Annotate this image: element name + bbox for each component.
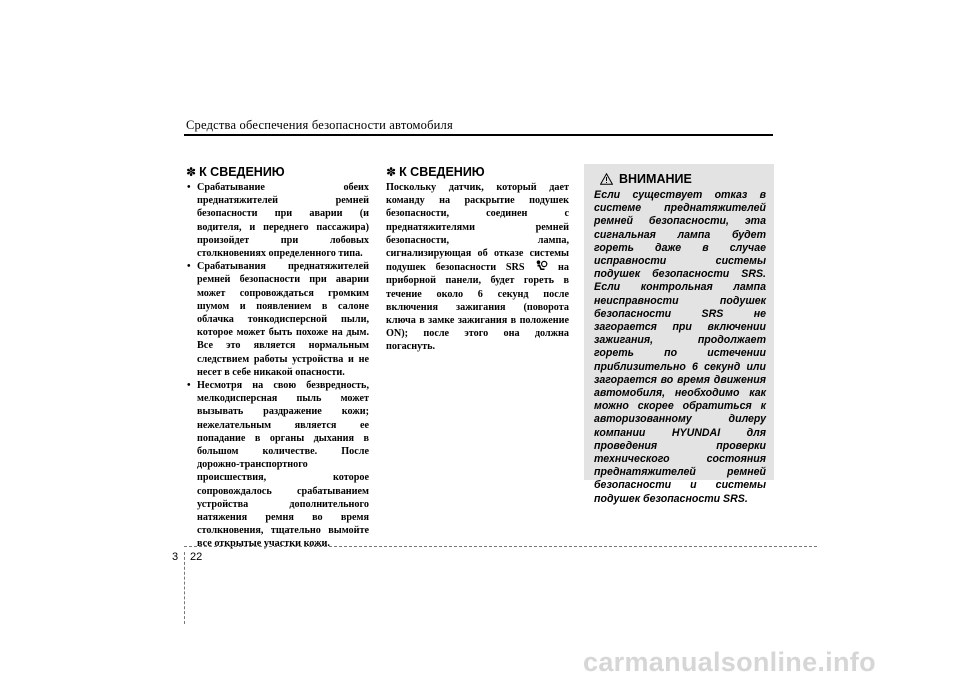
list-item xyxy=(186,379,369,551)
note-text-part-2: на приборной панели, будет гореть в течение около 6 секунд после включения зажигания (поворота ключа в замке зажигания в положение ON); после этого она должна погаснуть. xyxy=(386,262,570,353)
watermark: carmanualsonline.info xyxy=(583,647,876,677)
bullet-text: Несмотря на свою безвредность, мелкодисперсная пыль может вызывать раздражение кожи; нежелательным является ее попадание в органы дыхания в большом количестве. После дорожно-транспортного происшествия, которое сопровождалось срабатыванием устройства дополнительного натяжения ремня во время столкновения, тщательно вымойте все открытые участки кожи. xyxy=(197,380,369,550)
section-number: 3 xyxy=(172,551,179,563)
bullet-icon: • xyxy=(187,182,191,193)
bullet-text: Срабатывания преднатяжителей ремней безопасности при аварии может сопровождаться громким шумом и появлением в салоне облачка тонкодисперсной пыли, которое может быть похоже на дым. Все это является нормальным следствием работы устройства и не несет в себе никакой опасности. xyxy=(197,261,369,378)
warning-heading-label: ВНИМАНИЕ xyxy=(619,172,692,186)
footer-divider xyxy=(184,546,817,547)
note-column-1 xyxy=(186,164,369,551)
asterisk-star-icon: ✽ xyxy=(386,165,397,179)
warning-box xyxy=(584,164,774,505)
list-item xyxy=(186,181,369,260)
footer-vertical-divider xyxy=(184,552,185,624)
srs-airbag-icon xyxy=(534,260,548,272)
note-heading-1 xyxy=(186,164,369,180)
bullet-icon: • xyxy=(187,261,191,273)
note-bullet-list xyxy=(186,181,369,551)
header-divider xyxy=(184,134,773,136)
warning-triangle-icon xyxy=(600,173,613,185)
page-number: 22 xyxy=(190,551,203,563)
bullet-icon: • xyxy=(187,380,191,392)
note-heading-2 xyxy=(386,164,569,180)
note-text-part-1: Поскольку датчик, который дает команду на раскрытие подушек безопасности, соединен с преднатяжителями ремней безопасности, лампа, сигнализирующая об отказе системы подушек безопасности SRS xyxy=(386,182,569,274)
note-column-2 xyxy=(386,164,569,354)
asterisk-star-icon: ✽ xyxy=(186,165,197,179)
note-heading-label: К СВЕДЕНИЮ xyxy=(199,165,285,179)
page-header-title: Средства обеспечения безопасности автомобиля xyxy=(186,118,453,132)
bullet-text: Срабатывание обеих преднатяжителей ремней безопасности при аварии (и водителя, и переднего пассажира) произойдет при лобовых столкновениях определенного типа. xyxy=(197,182,369,260)
note-paragraph xyxy=(386,181,569,354)
warning-heading xyxy=(600,172,692,186)
list-item xyxy=(186,260,369,379)
warning-text: Если существует отказ в системе преднатяжителей ремней безопасности, эта сигнальная лампа будет гореть даже в случае исправности системы подушек безопасности SRS. Если контрольная лампа неисправности подушек безопасности SRS не загорается при включении зажигания, продолжает гореть по истечении приблизительно 6 секунд или загорается во время движения автомобиля, необходимо как можно скорее обратиться к авторизованному дилеру компании HYUNDAI для проведения проверки технического состояния преднатяжителей ремней безопасности и системы подушек безопасности SRS. xyxy=(594,189,766,505)
note-heading-label: К СВЕДЕНИЮ xyxy=(399,165,485,179)
